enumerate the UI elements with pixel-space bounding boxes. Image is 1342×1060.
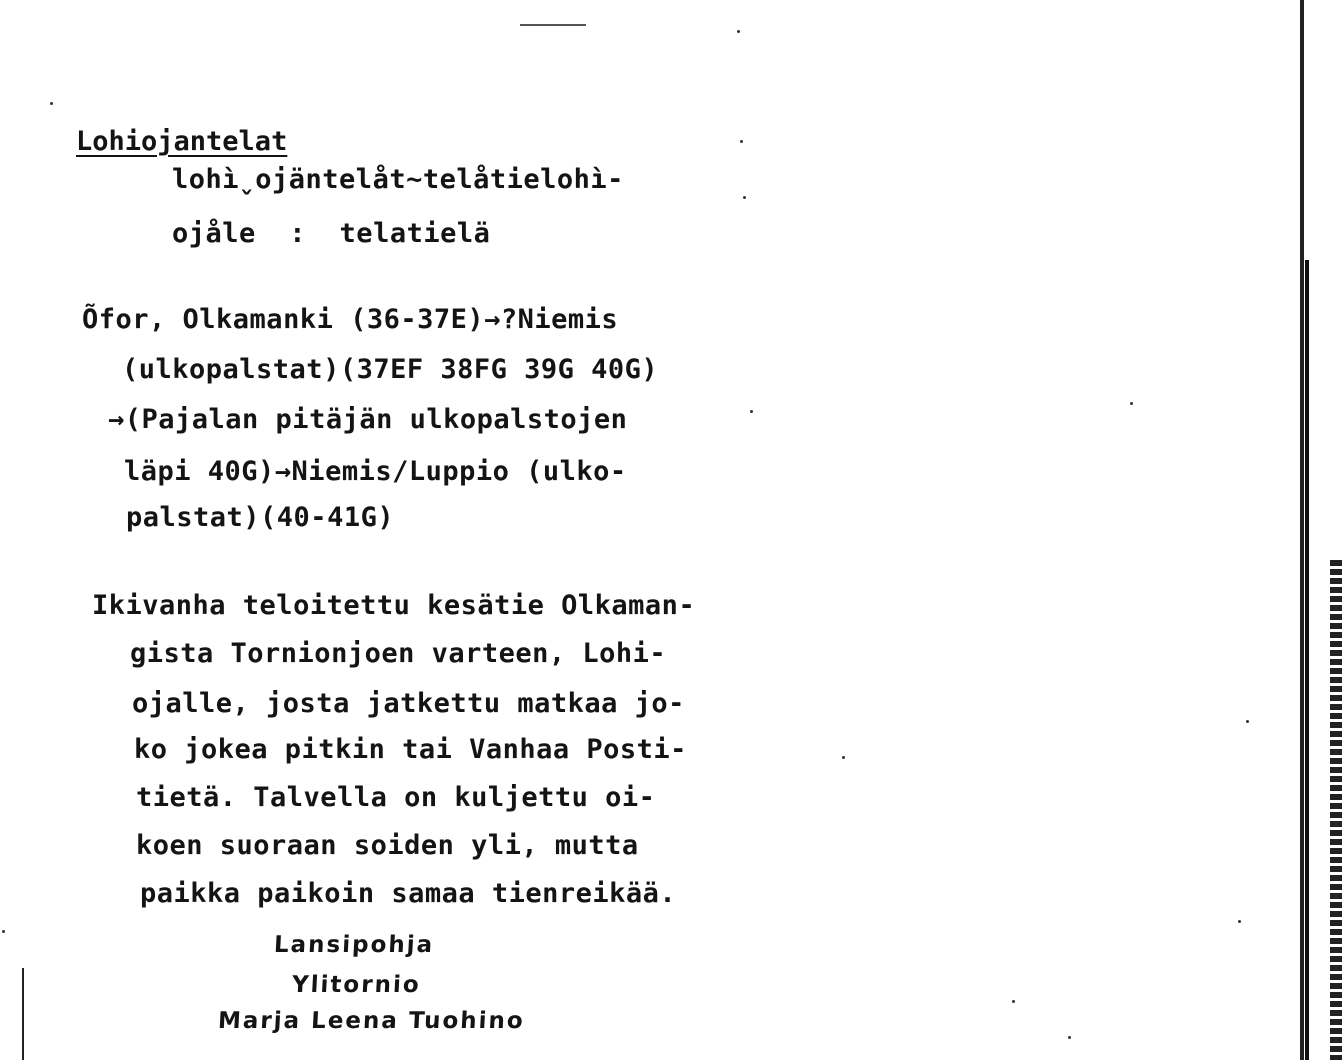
scan-edge-shadow bbox=[1305, 260, 1309, 1060]
route-line: Õfor, Olkamanki (36-37E)→?Niemis bbox=[82, 304, 619, 335]
route-line: →(Pajalan pitäjän ulkopalstojen bbox=[108, 404, 628, 435]
speck bbox=[1238, 920, 1241, 923]
speck bbox=[1130, 402, 1133, 405]
form-line: lohì̬ojäntelåt~telåtielohì- bbox=[172, 164, 624, 195]
speck bbox=[737, 30, 740, 33]
top-rule-mark bbox=[520, 24, 586, 26]
scan-edge-line bbox=[1300, 0, 1304, 1060]
description-line: koen suoraan soiden yli, mutta bbox=[136, 830, 639, 861]
speck bbox=[743, 196, 746, 199]
stamp-region: Lansipohja bbox=[273, 932, 435, 958]
stamp-parish: Ylitornio bbox=[291, 972, 422, 998]
speck bbox=[1068, 1036, 1071, 1039]
route-line: läpi 40G)→Niemis/Luppio (ulko- bbox=[124, 456, 627, 487]
speck bbox=[842, 756, 845, 759]
description-line: ojalle, josta jatkettu matkaa jo- bbox=[132, 688, 685, 719]
route-line: (ulkopalstat)(37EF 38FG 39G 40G) bbox=[122, 354, 659, 385]
speck bbox=[2, 930, 5, 933]
scan-edge-noise bbox=[1330, 560, 1342, 1060]
speck bbox=[740, 140, 743, 143]
description-line: Ikivanha teloitettu kesätie Olkaman- bbox=[92, 590, 696, 621]
speck bbox=[750, 410, 753, 413]
form-line: ojåle : telatielä bbox=[172, 218, 491, 249]
description-line: paikka paikoin samaa tienreikää. bbox=[140, 878, 677, 909]
entry-title: Lohiojantelat bbox=[76, 126, 288, 157]
stamp-collector: Marja Leena Tuohino bbox=[217, 1008, 526, 1034]
speck bbox=[1246, 720, 1249, 723]
speck bbox=[1012, 1000, 1015, 1003]
description-line: gista Tornionjoen varteen, Lohi- bbox=[130, 638, 667, 669]
description-line: ko jokea pitkin tai Vanhaa Posti- bbox=[134, 734, 687, 765]
scan-edge-left-line bbox=[22, 968, 24, 1060]
speck bbox=[50, 102, 53, 105]
route-line: palstat)(40-41G) bbox=[126, 502, 395, 533]
description-line: tietä. Talvella on kuljettu oi- bbox=[136, 782, 656, 813]
